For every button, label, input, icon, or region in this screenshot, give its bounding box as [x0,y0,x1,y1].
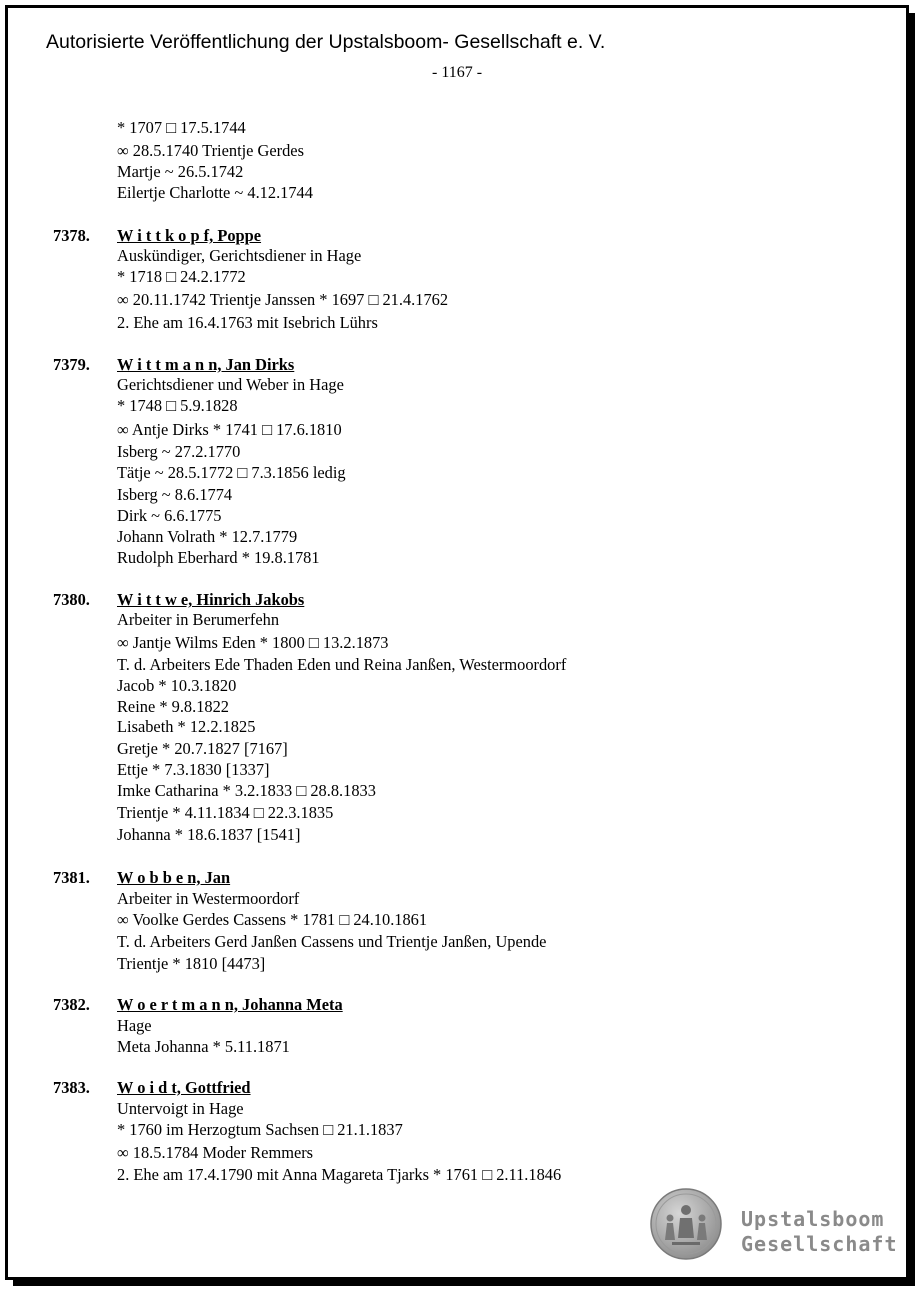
continuation-line: Eilertje Charlotte ~ 4.12.1744 [117,183,313,202]
entry-line: 2. Ehe am 16.4.1763 mit Isebrich Lührs [117,313,378,332]
entry-name: W i t t w e, Hinrich Jakobs [117,590,305,609]
entry-number: 7379. [53,355,90,374]
entry-line: ∞ 20.11.1742 Trientje Janssen * 1697 □ 21.4.1762 [117,290,449,309]
entry-number: 7383. [53,1078,90,1097]
entry-name: W o e r t m a n n, Johanna Meta [117,995,343,1014]
continuation-line: * 1707 □ 17.5.1744 [117,118,246,137]
entry-line: Hage [117,1016,152,1035]
entry-name: W i t t m a n n, Jan Dirks [117,355,295,374]
entry-line: Gretje * 20.7.1827 [7167] [117,739,288,758]
entry-line: Isberg ~ 27.2.1770 [117,442,241,461]
entry-line: ∞ 18.5.1784 Moder Remmers [117,1143,314,1162]
entry-number: 7378. [53,226,90,245]
logo-text-line1: Upstalsboom [741,1207,885,1231]
entry-line: Arbeiter in Westermoordorf [117,889,300,908]
page-number: - 1167 - [432,64,483,81]
entry-line: Dirk ~ 6.6.1775 [117,506,222,525]
entry-number: 7380. [53,590,90,609]
seal-icon [650,1188,722,1260]
entry-line: Untervoigt in Hage [117,1099,244,1118]
entry-line: Rudolph Eberhard * 19.8.1781 [117,548,320,567]
entry-line: ∞ Jantje Wilms Eden * 1800 □ 13.2.1873 [117,633,389,652]
entry-line: Isberg ~ 8.6.1774 [117,485,233,504]
entry-line: T. d. Arbeiters Ede Thaden Eden und Reina Janßen, Westermoordorf [117,655,567,674]
frame-shadow-right [909,13,915,1285]
entry-line: Trientje * 4.11.1834 □ 22.3.1835 [117,803,334,822]
header-title: Autorisierte Veröffentlichung der Upstalsboom- Gesellschaft e. V. [46,31,606,53]
entry-line: ∞ Voolke Gerdes Cassens * 1781 □ 24.10.1861 [117,910,428,929]
entry-number: 7381. [53,868,90,887]
entry-number: 7382. [53,995,90,1014]
entry-line: Tätje ~ 28.5.1772 □ 7.3.1856 ledig [117,463,346,482]
entry-line: Auskündiger, Gerichtsdiener in Hage [117,246,362,265]
continuation-line: Martje ~ 26.5.1742 [117,162,244,181]
entry-line: Jacob * 10.3.1820 [117,676,237,695]
logo-text-line2: Gesellschaft [741,1232,898,1256]
entry-name: W o b b e n, Jan [117,868,231,887]
entry-line: Arbeiter in Berumerfehn [117,610,280,629]
continuation-line: ∞ 28.5.1740 Trientje Gerdes [117,141,304,160]
frame-shadow-bottom [13,1280,915,1286]
entry-line: 2. Ehe am 17.4.1790 mit Anna Magareta Tjarks * 1761 □ 2.11.1846 [117,1165,562,1184]
entry-line: Gerichtsdiener und Weber in Hage [117,375,344,394]
entry-line: T. d. Arbeiters Gerd Janßen Cassens und Trientje Janßen, Upende [117,932,547,951]
entry-line: Imke Catharina * 3.2.1833 □ 28.8.1833 [117,781,376,800]
entry-name: W o i d t, Gottfried [117,1078,251,1097]
entry-line: ∞ Antje Dirks * 1741 □ 17.6.1810 [117,420,342,439]
entry-line: Reine * 9.8.1822 [117,697,229,716]
entry-line: Johann Volrath * 12.7.1779 [117,527,298,546]
entry-name: W i t t k o p f, Poppe [117,226,262,245]
entry-line: * 1718 □ 24.2.1772 [117,267,246,286]
entry-line: Trientje * 1810 [4473] [117,954,266,973]
entry-line: Ettje * 7.3.1830 [1337] [117,760,270,779]
entry-line: * 1760 im Herzogtum Sachsen □ 21.1.1837 [117,1120,403,1139]
entry-line: Johanna * 18.6.1837 [1541] [117,825,301,844]
entry-line: Lisabeth * 12.2.1825 [117,717,256,736]
entry-line: Meta Johanna * 5.11.1871 [117,1037,290,1056]
entry-line: * 1748 □ 5.9.1828 [117,396,238,415]
